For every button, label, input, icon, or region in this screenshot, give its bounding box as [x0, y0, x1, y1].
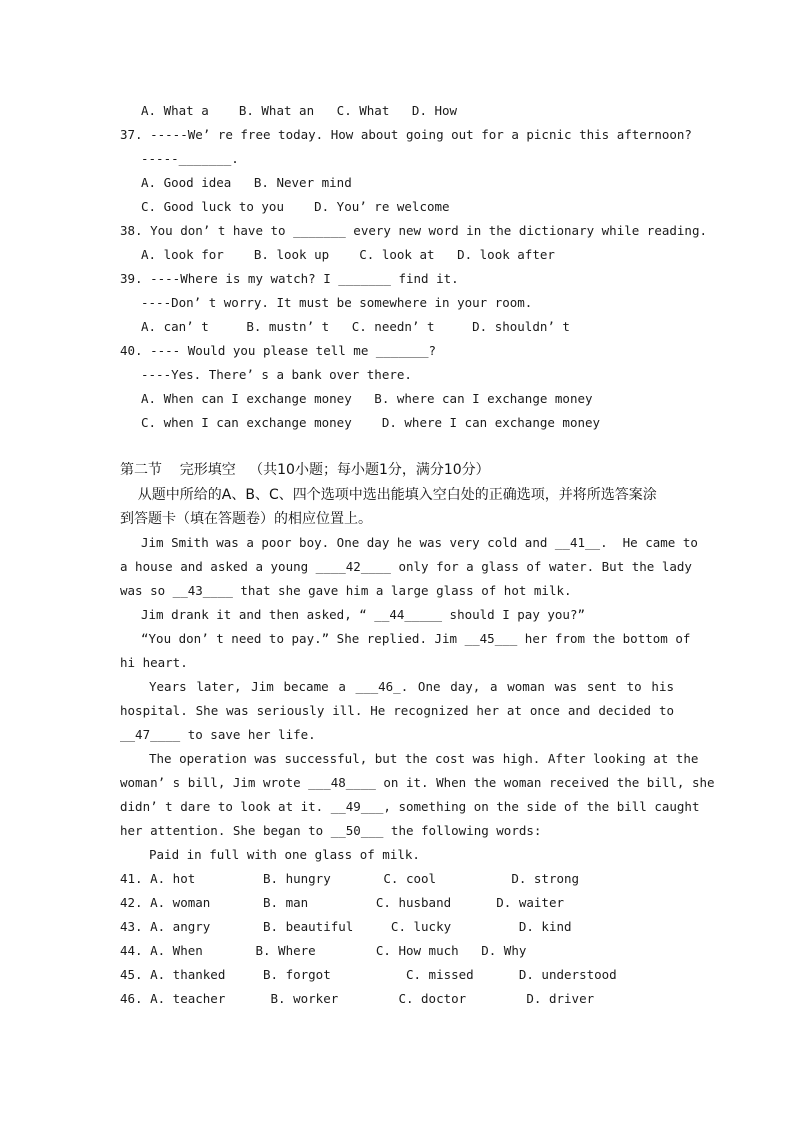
passage-line: The operation was successful, but the cost was high. After looking at the: [149, 751, 699, 766]
passage-line: Jim drank it and then asked, “ __44_____ should I pay you?”: [141, 607, 586, 622]
passage-line: didn’ t dare to look at it. __49___, something on the side of the bill caught: [120, 799, 700, 814]
q37-prompt: 37. -----We’ re free today. How about going out for a picnic this afternoon?: [120, 127, 692, 142]
q41-options: 41. A. hot B. hungry C. cool D. strong: [120, 871, 580, 886]
q38-options: A. look for B. look up C. look at D. look after: [141, 247, 555, 262]
q46-options: 46. A. teacher B. worker C. doctor D. driver: [120, 991, 595, 1006]
passage-line: a house and asked a young ____42____ only for a glass of water. But the lady: [120, 559, 692, 574]
passage-line: Years later, Jim became a ___46_. One day, a woman was sent to his: [149, 679, 674, 694]
passage-line: “You don’ t need to pay.” She replied. Jim __45___ her from the bottom of: [141, 631, 691, 646]
passage-line: woman’ s bill, Jim wrote ___48____ on it. When the woman received the bill, she: [120, 775, 715, 790]
q40-options-ab: A. When can I exchange money B. where can I exchange money: [141, 391, 593, 406]
q45-options: 45. A. thanked B. forgot C. missed D. understood: [120, 967, 617, 982]
q43-options: 43. A. angry B. beautiful C. lucky D. kind: [120, 919, 572, 934]
q39-options: A. can’ t B. mustn’ t C. needn’ t D. shouldn’ t: [141, 319, 570, 334]
q37-options-ab: A. Good idea B. Never mind: [141, 175, 352, 190]
passage-line: Paid in full with one glass of milk.: [149, 847, 420, 862]
passage-line: her attention. She began to __50___ the following words:: [120, 823, 542, 838]
passage-line: __47____ to save her life.: [120, 727, 316, 742]
q39-reply: ----Don’ t worry. It must be somewhere in your room.: [141, 295, 533, 310]
section-instruction-line-1: 从题中所给的A、B、C、四个选项中选出能填入空白处的正确选项，并将所选答案涂: [120, 487, 657, 503]
q36-options: A. What a B. What an C. What D. How: [141, 103, 458, 118]
q44-options: 44. A. When B. Where C. How much D. Why: [120, 943, 527, 958]
q40-prompt: 40. ---- Would you please tell me _______?: [120, 343, 437, 358]
passage-line: Jim Smith was a poor boy. One day he was very cold and __41__. He came to: [141, 535, 698, 550]
q39-prompt: 39. ----Where is my watch? I _______ find it.: [120, 271, 459, 286]
section-instruction-line-2: 到答题卡（填在答题卷）的相应位置上。: [120, 511, 372, 527]
passage-line: hi heart.: [120, 655, 188, 670]
q42-options: 42. A. woman B. man C. husband D. waiter: [120, 895, 565, 910]
passage-line: was so __43____ that she gave him a large glass of hot milk.: [120, 583, 572, 598]
q38-prompt: 38. You don’ t have to _______ every new word in the dictionary while reading.: [120, 223, 707, 238]
section-heading: 第二节 完形填空 （共10小题；每小题1分，满分10分）: [120, 462, 490, 478]
q37-options-cd: C. Good luck to you D. You’ re welcome: [141, 199, 450, 214]
q37-reply: -----_______.: [141, 151, 239, 166]
passage-line: hospital. She was seriously ill. He recognized her at once and decided to: [120, 703, 674, 718]
q40-reply: ----Yes. There’ s a bank over there.: [141, 367, 412, 382]
q40-options-cd: C. when I can exchange money D. where I can exchange money: [141, 415, 601, 430]
